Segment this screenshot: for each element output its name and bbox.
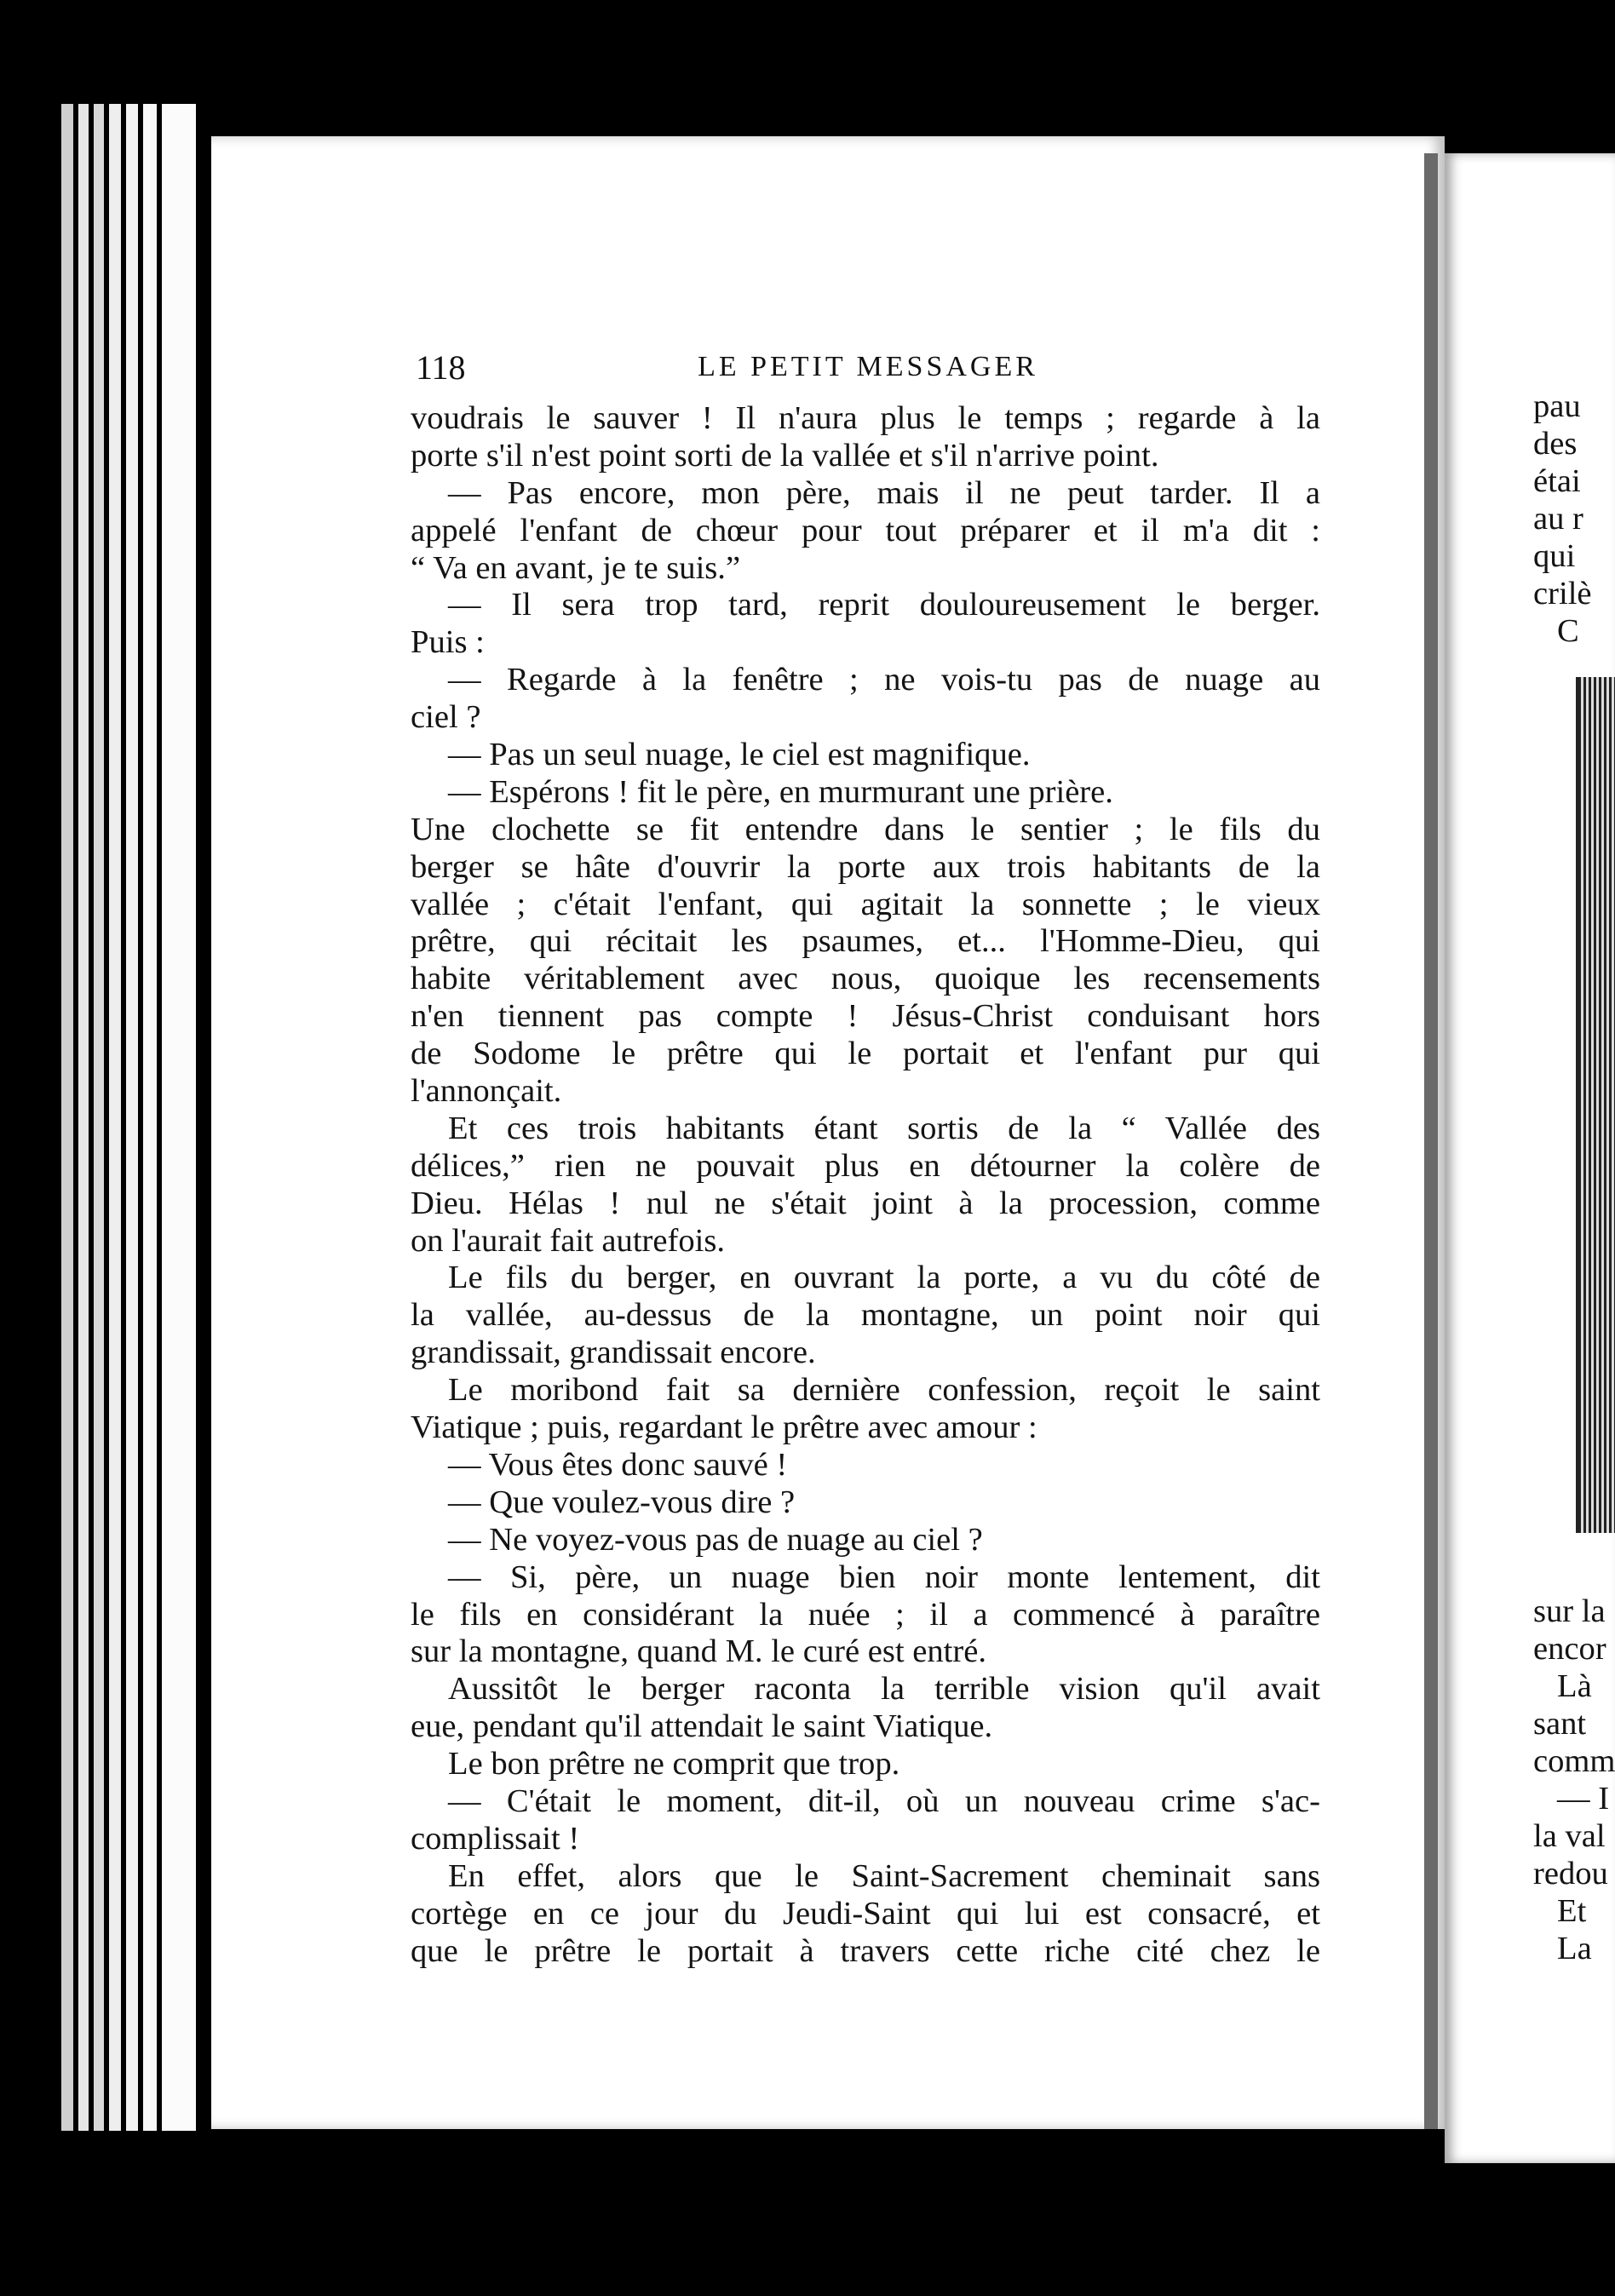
text-line: vallée ; c'était l'enfant, qui agitait la sonnette ; le vieux <box>411 886 1320 922</box>
text-line: — I <box>1557 1781 1610 1817</box>
text-line: des <box>1533 426 1578 462</box>
page-edge <box>143 104 157 2131</box>
text-line: sant <box>1533 1706 1587 1742</box>
text-line: — Ne voyez-vous pas de nuage au ciel ? <box>448 1521 983 1558</box>
text-line: Puis : <box>411 624 485 661</box>
text-line: délices,” rien ne pouvait plus en détourner la colère de <box>411 1147 1320 1184</box>
text-line: l'annonçait. <box>411 1073 562 1110</box>
text-line: “ Va en avant, je te suis.” <box>411 549 741 586</box>
text-line: — Que voulez-vous dire ? <box>448 1484 796 1520</box>
page-edge <box>162 104 196 2131</box>
text-line: voudrais le sauver ! Il n'aura plus le temps ; regarde à la <box>411 400 1320 436</box>
text-line: Le bon prêtre ne comprit que trop. <box>448 1746 900 1782</box>
text-line: Aussitôt le berger raconta la terrible vision qu'il avait <box>448 1671 1320 1708</box>
book-gutter <box>1424 153 1438 2129</box>
page-header <box>416 347 1320 392</box>
text-line: comm <box>1533 1743 1615 1779</box>
text-line: eue, pendant qu'il attendait le saint Viatique. <box>411 1708 993 1745</box>
engraving-illustration <box>1576 677 1615 1533</box>
text-line: — Pas encore, mon père, mais il ne peut tarder. Il a <box>448 474 1320 511</box>
text-line: on l'aurait fait autrefois. <box>411 1222 726 1259</box>
text-line: crilè <box>1533 576 1592 611</box>
text-line: grandissait, grandissait encore. <box>411 1335 816 1371</box>
text-line: — Espérons ! fit le père, en murmurant une prière. <box>448 773 1113 810</box>
text-line: le fils en considérant la nuée ; il a commencé à paraître <box>411 1596 1320 1633</box>
text-line: Le fils du berger, en ouvrant la porte, a vu du côté de <box>448 1260 1320 1296</box>
text-line: Le moribond fait sa dernière confession, reçoit le saint <box>448 1372 1320 1409</box>
text-line: — Il sera trop tard, reprit douloureusement le berger. <box>448 587 1320 623</box>
text-line: — Si, père, un nuage bien noir monte lentement, dit <box>448 1558 1320 1595</box>
text-line: Une clochette se fit entendre dans le sentier ; le fils du <box>411 811 1320 847</box>
text-line: au r <box>1533 501 1583 537</box>
text-line: complissait ! <box>411 1820 580 1857</box>
page-number: 118 <box>416 348 466 387</box>
text-line: de Sodome le prêtre qui le portait et l'enfant pur qui <box>411 1036 1320 1072</box>
page-edge <box>61 104 73 2131</box>
page-edge <box>109 104 121 2131</box>
text-line: Viatique ; puis, regardant le prêtre avec amour : <box>411 1409 1037 1446</box>
text-line: étai <box>1533 463 1581 499</box>
text-line: porte s'il n'est point sorti de la vallée et s'il n'arrive point. <box>411 437 1159 474</box>
text-line: Là <box>1557 1668 1592 1704</box>
text-line: que le prêtre le portait à travers cette riche cité chez le <box>411 1932 1320 1969</box>
text-line: — Vous êtes donc sauvé ! <box>448 1446 788 1483</box>
text-line: berger se hâte d'ouvrir la porte aux trois habitants de la <box>411 848 1320 885</box>
text-line: En effet, alors que le Saint-Sacrement cheminait sans <box>448 1857 1320 1894</box>
text-line: — Pas un seul nuage, le ciel est magnifique. <box>448 737 1031 773</box>
text-line: encor <box>1533 1631 1606 1667</box>
text-line: Dieu. Hélas ! nul ne s'était joint à la procession, comme <box>411 1185 1320 1221</box>
text-line: Et ces trois habitants étant sortis de la “ Vallée des <box>448 1110 1320 1146</box>
text-line: redou <box>1533 1856 1608 1891</box>
text-line: Et <box>1557 1893 1587 1929</box>
text-line: appelé l'enfant de chœur pour tout préparer et il m'a dit : <box>411 512 1320 548</box>
text-line: n'en tiennent pas compte ! Jésus-Christ conduisant hors <box>411 998 1320 1035</box>
text-line: — Regarde à la fenêtre ; ne vois-tu pas de nuage au <box>448 662 1320 698</box>
page-edge <box>78 104 89 2131</box>
text-line: — C'était le moment, dit-il, où un nouveau crime s'ac- <box>448 1782 1320 1819</box>
text-line: C <box>1557 613 1579 649</box>
text-line: sur la <box>1533 1593 1606 1629</box>
text-line: La <box>1557 1931 1592 1966</box>
running-head: LE PETIT MESSAGER <box>698 351 1038 382</box>
body-text <box>411 400 1320 1970</box>
page-edge <box>94 104 104 2131</box>
text-line: prêtre, qui récitait les psaumes, et... l'Homme-Dieu, qui <box>411 923 1320 960</box>
text-line: pau <box>1533 388 1581 424</box>
text-line: sur la montagne, quand M. le curé est entré. <box>411 1633 986 1670</box>
page-edge <box>126 104 138 2131</box>
right-page-text-top <box>1533 387 1615 650</box>
text-line: habite véritablement avec nous, quoique les recensements <box>411 961 1320 997</box>
text-line: ciel ? <box>411 699 481 736</box>
text-line: la vallée, au-dessus de la montagne, un point noir qui <box>411 1297 1320 1334</box>
text-line: cortège en ce jour du Jeudi-Saint qui lui est consacré, et <box>411 1895 1320 1932</box>
right-page-text-bottom <box>1533 1593 1615 1967</box>
text-line: qui <box>1533 538 1576 574</box>
page-edge-stack <box>61 104 198 2131</box>
text-line: la val <box>1533 1818 1606 1854</box>
